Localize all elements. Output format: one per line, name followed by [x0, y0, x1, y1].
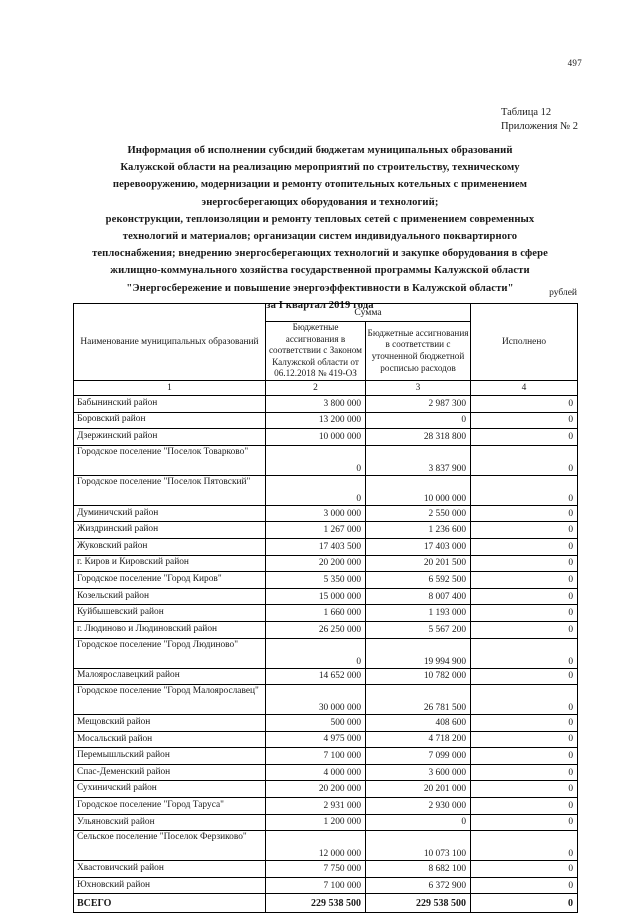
cell-appropriations-law: 0: [266, 445, 366, 475]
table-head-group-row: [74, 304, 578, 322]
cell-appropriations-law: 4 975 000: [266, 731, 366, 748]
cell-appropriations-revised: 3 600 000: [366, 764, 471, 781]
table-row: [74, 605, 578, 622]
title-line-1: Калужской области на реализацию мероприятий по строительству, техническому: [120, 162, 520, 174]
cell-appropriations-law: 500 000: [266, 715, 366, 732]
cell-appropriations-law: 5 350 000: [266, 572, 366, 589]
cell-executed: 0: [471, 715, 578, 732]
table-row: [74, 475, 578, 505]
cell-appropriations-law: 7 100 000: [266, 877, 366, 894]
table-column-number-row: [74, 380, 578, 395]
cell-appropriations-revised: 10 000 000: [366, 475, 471, 505]
title-line-3: энергосберегающих оборудования и технологий;: [201, 196, 439, 208]
cell-municipality-name: Спас-Деменский район: [74, 764, 266, 781]
cell-municipality-name: г. Людиново и Людиновский район: [74, 621, 266, 638]
cell-appropriations-revised: 7 099 000: [366, 748, 471, 765]
cell-executed: 0: [471, 429, 578, 446]
table-label: Таблица 12: [500, 107, 552, 118]
title-line-9: за I квартал 2019 года: [266, 299, 374, 311]
cell-appropriations-law: 2 931 000: [266, 798, 366, 815]
units-label: рублей: [549, 288, 577, 298]
cell-appropriations-law: 20 200 000: [266, 555, 366, 572]
table-caption-block: [501, 106, 578, 134]
page-number: 497: [567, 58, 582, 68]
table-row: [74, 445, 578, 475]
cell-appropriations-law: 0: [266, 475, 366, 505]
cell-appropriations-revised: 20 201 500: [366, 555, 471, 572]
subsidies-table-wrapper: [73, 303, 577, 913]
table-body: [74, 395, 578, 912]
cell-municipality-name: Куйбышевский район: [74, 605, 266, 622]
header-appropriations-revised: Бюджетные ассигнования в соответствии с уточненной бюджетной росписью расходов: [366, 322, 471, 381]
cell-municipality-name: Бабынинский район: [74, 395, 266, 412]
title-line-6: теплоснабжения; внедрению энергосберегающих технологий и закупке оборудования в сфере: [92, 248, 548, 260]
table-row: [74, 395, 578, 412]
table-row: [74, 831, 578, 861]
cell-appropriations-law: 7 100 000: [266, 748, 366, 765]
cell-total-appropriations-law: 229 538 500: [266, 894, 366, 913]
cell-appropriations-law: 1 660 000: [266, 605, 366, 622]
table-row: [74, 798, 578, 815]
cell-municipality-name: Городское поселение "Поселок Пятовский": [74, 475, 266, 505]
table-row: [74, 764, 578, 781]
cell-executed: 0: [471, 781, 578, 798]
cell-appropriations-revised: 19 994 900: [366, 638, 471, 668]
table-row: [74, 522, 578, 539]
cell-appropriations-revised: 10 073 100: [366, 831, 471, 861]
cell-appropriations-law: 10 000 000: [266, 429, 366, 446]
title-line-8: "Энергосбережение и повышение энергоэффективности в Калужской области": [126, 282, 514, 294]
cell-executed: 0: [471, 685, 578, 715]
table-row: [74, 572, 578, 589]
cell-appropriations-revised: 10 782 000: [366, 668, 471, 685]
cell-executed: 0: [471, 572, 578, 589]
cell-appropriations-law: 26 250 000: [266, 621, 366, 638]
cell-appropriations-revised: 8 682 100: [366, 861, 471, 878]
table-row: [74, 505, 578, 522]
cell-executed: 0: [471, 522, 578, 539]
table-row: [74, 731, 578, 748]
table-row: [74, 555, 578, 572]
cell-executed: 0: [471, 748, 578, 765]
cell-executed: 0: [471, 475, 578, 505]
cell-municipality-name: Мосальский район: [74, 731, 266, 748]
cell-appropriations-revised: 8 007 400: [366, 588, 471, 605]
cell-appropriations-law: 3 800 000: [266, 395, 366, 412]
cell-appropriations-law: 15 000 000: [266, 588, 366, 605]
cell-municipality-name: Мещовский район: [74, 715, 266, 732]
table-row: [74, 538, 578, 555]
cell-executed: 0: [471, 861, 578, 878]
appendix-label: Приложения № 2: [500, 121, 578, 132]
cell-executed: 0: [471, 731, 578, 748]
table-row: [74, 412, 578, 429]
cell-appropriations-revised: 1 193 000: [366, 605, 471, 622]
cell-appropriations-law: 13 200 000: [266, 412, 366, 429]
cell-municipality-name: Думиничский район: [74, 505, 266, 522]
cell-municipality-name: Городское поселение "Город Киров": [74, 572, 266, 589]
cell-appropriations-law: 30 000 000: [266, 685, 366, 715]
cell-executed: 0: [471, 814, 578, 831]
cell-executed: 0: [471, 588, 578, 605]
cell-appropriations-law: 3 000 000: [266, 505, 366, 522]
cell-municipality-name: Сельское поселение "Поселок Ферзиково": [74, 831, 266, 861]
cell-appropriations-law: 1 200 000: [266, 814, 366, 831]
title-line-2: перевооружению, модернизации и ремонту отопительных котельных с применением: [112, 179, 528, 191]
table-row: [74, 638, 578, 668]
cell-municipality-name: Жуковский район: [74, 538, 266, 555]
cell-appropriations-law: 14 652 000: [266, 668, 366, 685]
cell-appropriations-law: 0: [266, 638, 366, 668]
cell-appropriations-revised: 3 837 900: [366, 445, 471, 475]
cell-municipality-name: Жиздринский район: [74, 522, 266, 539]
cell-municipality-name: Городское поселение "Город Людиново": [74, 638, 266, 668]
cell-appropriations-revised: 6 592 500: [366, 572, 471, 589]
cell-appropriations-revised: 17 403 000: [366, 538, 471, 555]
cell-executed: 0: [471, 412, 578, 429]
table-row: [74, 748, 578, 765]
cell-appropriations-revised: 4 718 200: [366, 731, 471, 748]
cell-appropriations-law: 17 403 500: [266, 538, 366, 555]
table-row: [74, 588, 578, 605]
cell-executed: 0: [471, 555, 578, 572]
cell-total-appropriations-revised: 229 538 500: [366, 894, 471, 913]
cell-municipality-name: Юхновский район: [74, 877, 266, 894]
table-row: [74, 685, 578, 715]
cell-executed: 0: [471, 605, 578, 622]
cell-municipality-name: Козельский район: [74, 588, 266, 605]
cell-appropriations-revised: 5 567 200: [366, 621, 471, 638]
cell-appropriations-revised: 6 372 900: [366, 877, 471, 894]
cell-municipality-name: г. Киров и Кировский район: [74, 555, 266, 572]
cell-executed: 0: [471, 668, 578, 685]
table-row: [74, 814, 578, 831]
cell-appropriations-revised: 2 550 000: [366, 505, 471, 522]
cell-appropriations-revised: 2 987 300: [366, 395, 471, 412]
cell-executed: 0: [471, 505, 578, 522]
cell-appropriations-law: 4 000 000: [266, 764, 366, 781]
cell-total-label: ВСЕГО: [74, 894, 266, 913]
cell-executed: 0: [471, 538, 578, 555]
table-row: [74, 429, 578, 446]
cell-appropriations-revised: 1 236 600: [366, 522, 471, 539]
cell-appropriations-revised: 0: [366, 814, 471, 831]
title-line-5: технологий и материалов; организации систем индивидуального поквартирного: [122, 231, 518, 243]
subsidies-table: [73, 303, 578, 913]
cell-municipality-name: Перемышльский район: [74, 748, 266, 765]
cell-executed: 0: [471, 621, 578, 638]
cell-appropriations-revised: 0: [366, 412, 471, 429]
header-appropriations-law: Бюджетные ассигнования в соответствии с Законом Калужской области от 06.12.2018 № 419-ОЗ: [266, 322, 366, 381]
column-number-4: 4: [471, 380, 578, 395]
cell-municipality-name: Городское поселение "Поселок Товарково": [74, 445, 266, 475]
cell-municipality-name: Дзержинский район: [74, 429, 266, 446]
cell-appropriations-law: 7 750 000: [266, 861, 366, 878]
cell-executed: 0: [471, 638, 578, 668]
title-line-7: жилищно-коммунального хозяйства государственной программы Калужской области: [110, 265, 530, 277]
table-total-row: [74, 894, 578, 913]
title-line-0: Информация об исполнении субсидий бюджетам муниципальных образований: [127, 145, 513, 156]
cell-municipality-name: Городское поселение "Город Малоярославец": [74, 685, 266, 715]
table-row: [74, 715, 578, 732]
table-row: [74, 621, 578, 638]
header-sum-group: Сумма: [266, 304, 471, 322]
title-line-4: реконструкции, теплоизоляции и ремонту тепловых сетей с применением современных: [105, 213, 535, 225]
cell-executed: 0: [471, 798, 578, 815]
cell-appropriations-revised: 408 600: [366, 715, 471, 732]
cell-executed: 0: [471, 395, 578, 412]
column-number-2: 2: [266, 380, 366, 395]
column-number-1: 1: [74, 380, 266, 395]
cell-total-executed: 0: [471, 894, 578, 913]
cell-executed: 0: [471, 764, 578, 781]
table-row: [74, 861, 578, 878]
cell-executed: 0: [471, 877, 578, 894]
cell-municipality-name: Городское поселение "Город Таруса": [74, 798, 266, 815]
cell-appropriations-revised: 26 781 500: [366, 685, 471, 715]
cell-appropriations-revised: 20 201 000: [366, 781, 471, 798]
cell-appropriations-revised: 28 318 800: [366, 429, 471, 446]
cell-municipality-name: Малоярославецкий район: [74, 668, 266, 685]
header-executed: Исполнено: [471, 304, 578, 381]
cell-appropriations-law: 20 200 000: [266, 781, 366, 798]
column-number-3: 3: [366, 380, 471, 395]
table-row: [74, 781, 578, 798]
cell-municipality-name: Боровский район: [74, 412, 266, 429]
table-row: [74, 877, 578, 894]
cell-municipality-name: Ульяновский район: [74, 814, 266, 831]
header-municipality-name: Наименование муниципальных образований: [74, 304, 266, 381]
cell-municipality-name: Хвастовичский район: [74, 861, 266, 878]
cell-executed: 0: [471, 445, 578, 475]
cell-municipality-name: Сухиничский район: [74, 781, 266, 798]
cell-executed: 0: [471, 831, 578, 861]
cell-appropriations-law: 12 000 000: [266, 831, 366, 861]
cell-appropriations-law: 1 267 000: [266, 522, 366, 539]
cell-appropriations-revised: 2 930 000: [366, 798, 471, 815]
table-head: [74, 304, 578, 396]
table-row: [74, 668, 578, 685]
